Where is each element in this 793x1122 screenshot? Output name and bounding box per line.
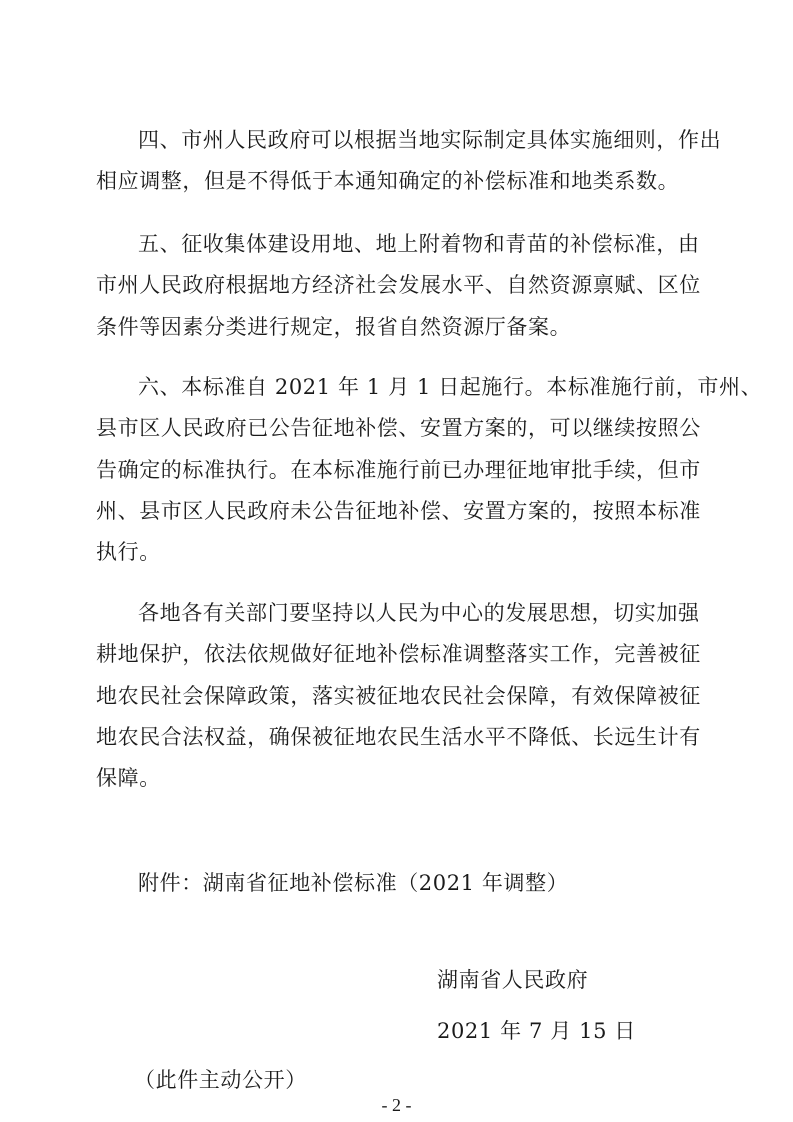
issue-date: 2021 年 7 月 15 日 [437, 1019, 636, 1043]
paragraph-5-line-1: 五、征收集体建设用地、地上附着物和青苗的补偿标准，由 [138, 232, 700, 256]
paragraph-6-line-2: 县市区人民政府已公告征地补偿、安置方案的，可以继续按照公 [96, 416, 701, 440]
page-number: - 2 - [381, 1095, 412, 1115]
paragraph-6-line-3: 告确定的标准执行。在本标准施行前已办理征地审批手续，但市 [96, 458, 701, 482]
paragraph-6-line-4: 州、县市区人民政府未公告征地补偿、安置方案的，按照本标准 [96, 499, 701, 523]
disclosure-note: （此件主动公开） [134, 1068, 307, 1092]
paragraph-7-line-5: 保障。 [96, 766, 161, 790]
paragraph-7-line-2: 耕地保护，依法依规做好征地补偿标准调整落实工作，完善被征 [96, 642, 701, 666]
paragraph-5-line-3: 条件等因素分类进行规定，报省自然资源厅备案。 [96, 315, 572, 339]
paragraph-6-line-1: 六、本标准自 2021 年 1 月 1 日起施行。本标准施行前，市州、 [138, 375, 763, 399]
paragraph-5-line-2: 市州人民政府根据地方经济社会发展水平、自然资源禀赋、区位 [96, 273, 701, 297]
paragraph-6-line-5: 执行。 [96, 540, 161, 564]
paragraph-7-line-4: 地农民合法权益，确保被征地农民生活水平不降低、长远生计有 [96, 725, 701, 749]
paragraph-7-line-3: 地农民社会保障政策，落实被征地农民社会保障，有效保障被征 [96, 684, 701, 708]
paragraph-7-line-1: 各地各有关部门要坚持以人民为中心的发展思想，切实加强 [138, 601, 700, 625]
paragraph-4-line-2: 相应调整，但是不得低于本通知确定的补偿标准和地类系数。 [96, 169, 680, 193]
issuer-name: 湖南省人民政府 [437, 968, 589, 992]
paragraph-4-line-1: 四、市州人民政府可以根据当地实际制定具体实施细则，作出 [138, 128, 722, 152]
attachment-line: 附件：湖南省征地补偿标准（2021 年调整） [138, 871, 569, 895]
